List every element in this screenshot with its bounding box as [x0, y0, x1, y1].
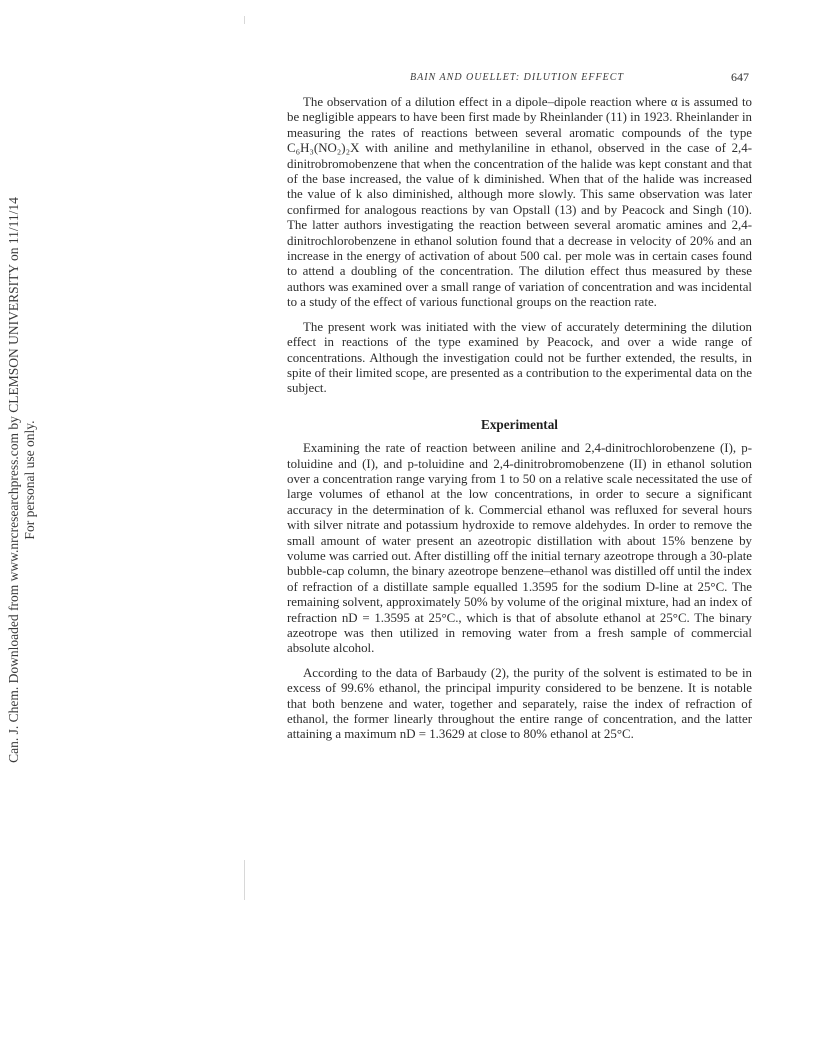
section-heading: Experimental: [481, 416, 558, 432]
scan-mark: [244, 16, 245, 24]
running-title: BAIN AND OUELLET: DILUTION EFFECT: [410, 72, 624, 83]
page-number: 647: [731, 70, 749, 84]
watermark-line-2: For personal use only.: [22, 420, 37, 540]
paragraph-purity: According to the data of Barbaudy (2), the purity of the solvent is estimated to be in excess of 99.6% ethanol, the principal impurity considered to be benzene. It is notable that both benzene and water, together and separately, raise the index of refraction of ethanol, the former linearly throughout the entire range of concentration, and the latter attaining a maximum nD = 1.3629 at close to 80% ethanol at 25°C.: [287, 665, 752, 742]
article-body: [287, 95, 752, 743]
paragraph-methods: Examining the rate of reaction between aniline and 2,4-dinitrochlorobenzene (I), p-toluidine and (I), and p-toluidine and 2,4-dinitrobromobenzene (II) in ethanol solution over a concentration range varying from 1 to 50 on a relative scale necessitated the use of large volumes of ethanol at the low concentrations, in order to secure a significant accuracy in the determination of k. Commercial ethanol was refluxed for several hours with silver nitrate and potassium hydroxide to remove aldehydes. In order to remove the small amount of water present an azeotropic distillation with about 15% benzene by volume was carried out. After distilling off the initial ternary azeotrope through a 30-plate bubble-cap column, the binary azeotrope benzene–ethanol was distilled off until the index of refraction of a distillate sample equalled 1.3595 for the sodium D-line at 25°C. The remaining solvent, approximately 50% by volume of the original mixture, had an index of refraction nD = 1.3595 at 25°C., which is that of absolute ethanol at 25°C. The binary azeotrope was then utilized in removing water from a fresh sample of commercial absolute alcohol.: [287, 441, 752, 656]
paragraph-purpose: The present work was initiated with the view of accurately determining the dilution effect in reactions of the type examined by Peacock, and over a wide range of concentrations. Although the investigation could not be further extended, the results, in spite of their limited scope, are presented as a contribution to the experimental data on the subject.: [287, 319, 752, 396]
scan-mark: [244, 860, 245, 900]
paragraph-intro: The observation of a dilution effect in a dipole–dipole reaction where α is assumed to be negligible appears to have been first made by Rheinlander (11) in 1923. Rheinlander in measuring the rates of reactions between several aromatic compounds of the type C₆H₃(NO₂)₂X with aniline and methylaniline in ethanol, observed in the case of 2,4-dinitrobromobenzene that when the concentration of the halide was kept constant and that of the base increased, the value of k diminished. When that of the halide was increased the value of k also diminished, although more slowly. This same observation was later confirmed for analogous reactions by van Opstall (13) and by Peacock and Singh (10). The latter authors investigating the reaction between several aromatic amines and 2,4-dinitrochlorobenzene in ethanol solution found that a decrease in velocity of 20% and an increase in the energy of activation of about 500 cal. per mole was in certain cases found to attend a doubling of the concentration. The dilution effect thus measured by these authors was examined over a small range of variation of concentration and was incidental to a study of the effect of various functional groups on the reaction rate.: [287, 95, 752, 310]
download-watermark: [6, 170, 38, 790]
watermark-line-1: Can. J. Chem. Downloaded from www.nrcresearchpress.com by CLEMSON UNIVERSITY on 11/11/14: [6, 197, 21, 763]
